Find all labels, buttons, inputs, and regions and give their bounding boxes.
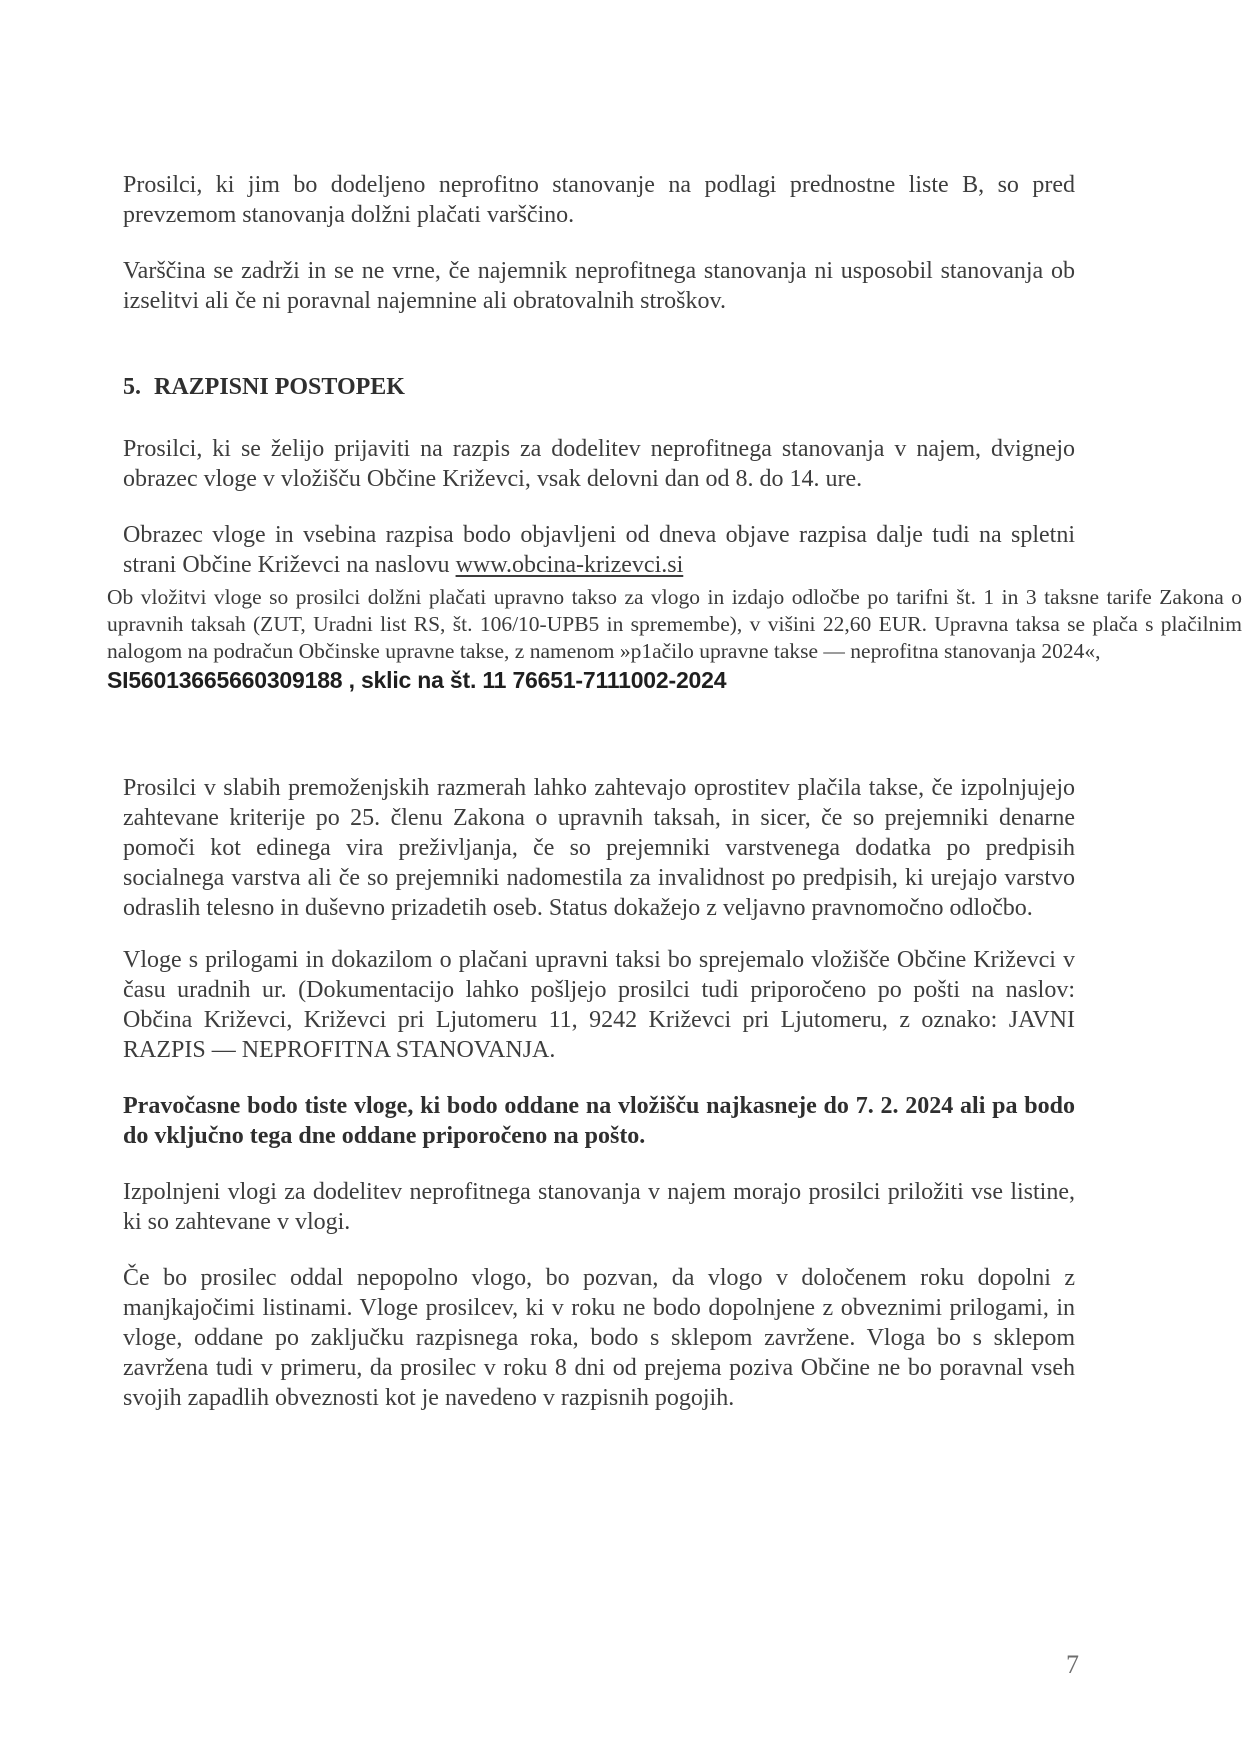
paragraph-form-publication	[123, 520, 1075, 580]
paragraph-required-documents: Izpolnjeni vlogi za dodelitev neprofitnega stanovanja v najem morajo prosilci priložiti vse listine, ki so zahtevane v vlogi.	[123, 1179, 1075, 1235]
municipality-website-link[interactable]: www.obcina-krizevci.si	[455, 552, 684, 578]
section-number: 5.	[123, 374, 141, 400]
form-publication-text: Obrazec vloge in vsebina razpisa bodo objavljeni od dneva objave razpisa dalje tudi na spletni strani Občine Križevci na naslovu	[123, 522, 1075, 578]
section-title: RAZPISNI POSTOPEK	[154, 374, 405, 400]
paragraph-deadline: Pravočasne bodo tiste vloge, ki bodo oddane na vložišču najkasneje do 7. 2. 2024 ali pa bodo do vključno tega dne oddane priporočeno na pošto.	[123, 1093, 1075, 1149]
paragraph-deposit-retention: Varščina se zadrži in se ne vrne, če najemnik neprofitnega stanovanja ni usposobil stanovanja ob izselitvi ali če ni poravnal najemnine ali obratovalnih stroškov.	[123, 258, 1075, 314]
section-heading-razpisni-postopek	[123, 372, 1242, 402]
paragraph-application-pickup: Prosilci, ki se želijo prijaviti na razpis za dodelitev neprofitnega stanovanja v najem, dvignejo obrazec vloge v vložišču Občine Križevci, vsak delovni dan od 8. do 14. ure.	[123, 436, 1075, 492]
bank-account-reference-line: SI56013665660309188 , sklic na št. 11 76651-7111002-2024	[107, 667, 727, 693]
page-number: 7	[1066, 1650, 1079, 1679]
paragraph-incomplete-application: Če bo prosilec oddal nepopolno vlogo, bo pozvan, da vlogo v določenem roku dopolni z manjkajočimi listinami. Vloge prosilcev, ki v roku ne bodo dopolnjene z obveznimi prilogami, in vloge, oddane po zaključku razpisnega roka, bodo s sklepom zavržene. Vloga bo s sklepom zavržena tudi v primeru, da prosilec v roku 8 dni od prejema poziva Občine ne bo poravnal vseh svojih zapadlih obveznosti kot je navedeno v razpisnih pogojih.	[123, 1265, 1075, 1411]
paragraph-administrative-fee: Ob vložitvi vloge so prosilci dolžni plačati upravno takso za vlogo in izdajo odločbe po tarifni št. 1 in 3 taksne tarife Zakona o upravnih taksah (ZUT, Uradni list RS, št. 106/10-UPB5 in spremembe), v višini 22,60 EUR. Upravna taksa se plača s plačilnim nalogom na podračun Občinske upravne takse, z namenom »p1ačilo upravne takse — neprofitna stanovanja 2024«,	[107, 585, 1242, 663]
paragraph-fee-exemption: Prosilci v slabih premoženjskih razmerah lahko zahtevajo oprostitev plačila takse, če izpolnjujejo zahtevane kriterije po 25. členu Zakona o upravnih taksah, in sicer, če so prejemniki denarne pomoči kot edinega vira preživljanja, če so prejemniki varstvenega dodatka po predpisih socialnega varstva ali če so prejemniki nadomestila za invalidnost po predpisih, ki urejajo varstvo odraslih telesno in duševno prizadetih oseb. Status dokažejo z veljavno pravnomočno odločbo.	[123, 775, 1075, 921]
paragraph-submission-office: Vloge s prilogami in dokazilom o plačani upravni taksi bo sprejemalo vložišče Občine Križevci v času uradnih ur. (Dokumentacijo lahko pošljejo prosilci tudi priporočeno po pošti na naslov: Občina Križevci, Križevci pri Ljutomeru 11, 9242 Križevci pri Ljutomeru, z oznako: JAVNI RAZPIS — NEPROFITNA STANOVANJA.	[123, 947, 1075, 1063]
paragraph-deposit-obligation: Prosilci, ki jim bo dodeljeno neprofitno stanovanje na podlagi prednostne liste B, so pred prevzemom stanovanja dolžni plačati varščino.	[123, 172, 1075, 228]
